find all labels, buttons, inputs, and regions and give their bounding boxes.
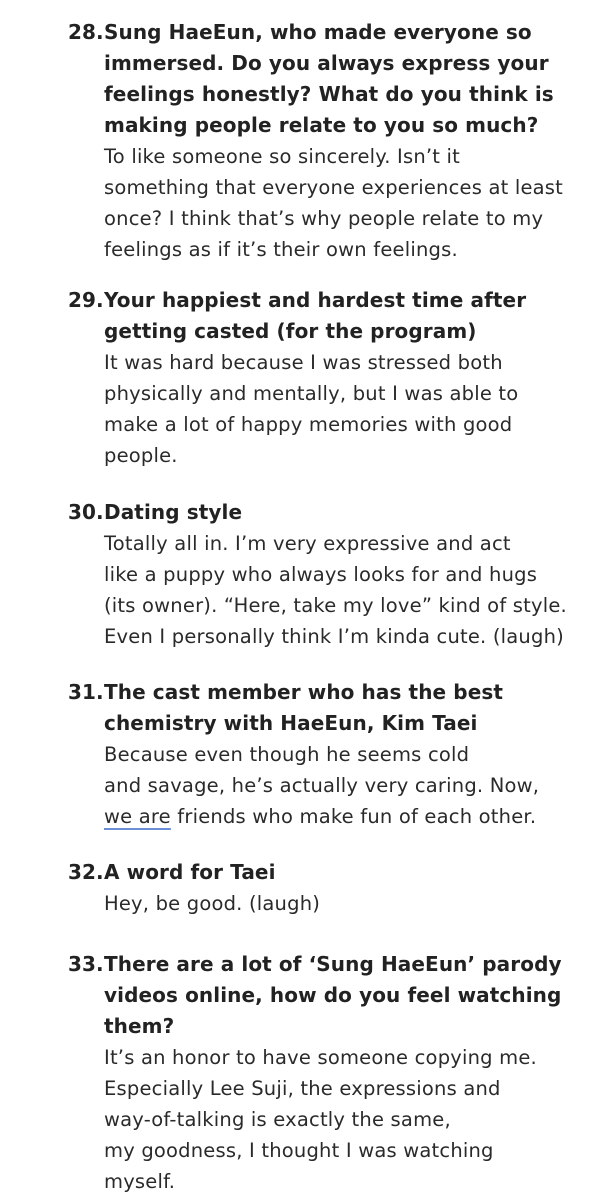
answer-text [104, 888, 600, 919]
question-line: making people relate to you so much? [104, 113, 539, 137]
question-line: feelings honestly? What do you think is [104, 82, 554, 106]
question-line: videos online, how do you feel watching [104, 983, 562, 1007]
answer-line-rest: friends who make fun of each other. [170, 805, 537, 828]
answer-text [104, 1042, 600, 1197]
question-text [104, 677, 600, 739]
qa-item-31 [0, 677, 608, 832]
question-text [104, 497, 600, 528]
answer-line: Even I personally think I’m kinda cute. (laugh) [104, 625, 564, 648]
qa-item-28 [0, 17, 608, 265]
answer-line: people. [104, 444, 178, 467]
question-number: 32. [68, 860, 104, 884]
answer-line: It’s an honor to have someone copying me. [104, 1046, 537, 1069]
answer-text [104, 347, 600, 471]
question-line: getting casted (for the program) [104, 319, 477, 343]
answer-line: make a lot of happy memories with good [104, 413, 513, 436]
qa-item-33 [0, 949, 608, 1197]
answer-text [104, 528, 600, 652]
qa-item-29 [0, 285, 608, 471]
question-line: them? [104, 1014, 175, 1038]
answer-line: Especially Lee Suji, the expressions and [104, 1077, 501, 1100]
answer-line: like a puppy who always looks for and hugs [104, 563, 538, 586]
answer-line: once? I think that’s why people relate to my [104, 207, 544, 230]
answer-line: myself. [104, 1170, 176, 1193]
answer-line: physically and mentally, but I was able to [104, 382, 519, 405]
answer-line: Because even though he seems cold [104, 743, 470, 766]
answer-text [104, 739, 600, 832]
qa-item-30 [0, 497, 608, 652]
question-line: A word for Taei [104, 860, 276, 884]
answer-line: It was hard because I was stressed both [104, 351, 503, 374]
question-line: Your happiest and hardest time after [104, 288, 527, 312]
question-number: 31. [68, 680, 104, 704]
answer-line: my goodness, I thought I was watching [104, 1139, 494, 1162]
question-text [104, 857, 600, 888]
answer-line: and savage, he’s actually very caring. Now, [104, 774, 540, 797]
question-line: chemistry with HaeEun, Kim Taei [104, 711, 478, 735]
question-line: Dating style [104, 500, 243, 524]
answer-line: Hey, be good. (laugh) [104, 892, 321, 915]
answer-line [104, 801, 600, 832]
question-line: There are a lot of ‘Sung HaeEun’ parody [104, 952, 562, 976]
underlined-link-text[interactable]: we are [104, 805, 171, 828]
question-line: immersed. Do you always express your [104, 51, 549, 75]
question-text [104, 17, 600, 141]
question-line: The cast member who has the best [104, 680, 504, 704]
answer-text [104, 141, 600, 265]
question-number: 30. [68, 500, 104, 524]
question-text [104, 285, 600, 347]
qa-item-32 [0, 857, 608, 919]
question-line: Sung HaeEun, who made everyone so [104, 20, 532, 44]
answer-line: Totally all in. I’m very expressive and act [104, 532, 511, 555]
answer-line: something that everyone experiences at least [104, 176, 564, 199]
answer-line: feelings as if it’s their own feelings. [104, 238, 458, 261]
answer-line: way-of-talking is exactly the same, [104, 1108, 451, 1131]
answer-line: To like someone so sincerely. Isn’t it [104, 145, 461, 168]
question-number: 28. [68, 20, 104, 44]
question-number: 29. [68, 288, 104, 312]
question-text [104, 949, 600, 1042]
answer-line: (its owner). “Here, take my love” kind of style. [104, 594, 567, 617]
question-number: 33. [68, 952, 104, 976]
